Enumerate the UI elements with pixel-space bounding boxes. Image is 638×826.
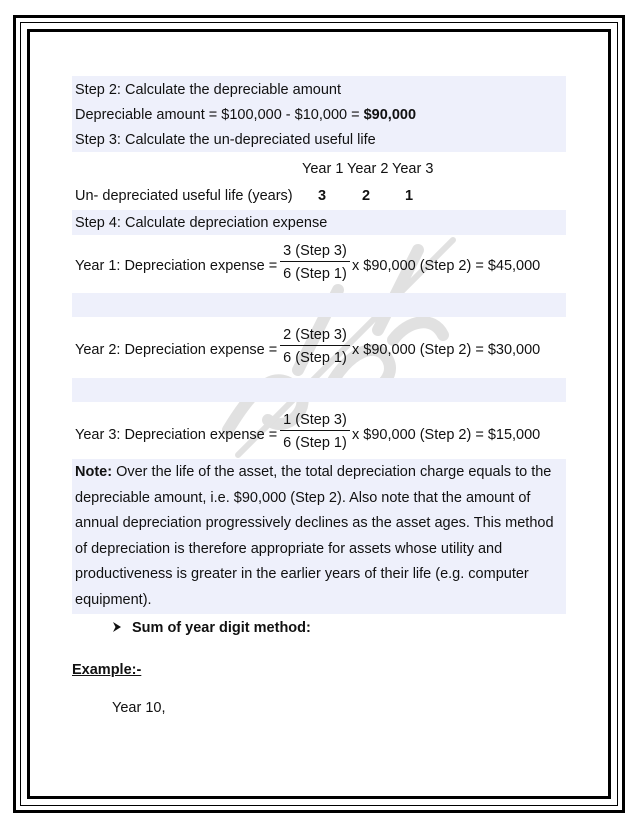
year3-expense-result: x $90,000 (Step 2) = $15,000 <box>352 427 541 443</box>
note-paragraph <box>72 459 566 614</box>
useful-life-value-3: 1 <box>405 188 414 204</box>
year1-numerator: 3 (Step 3) <box>280 242 350 262</box>
useful-life-label: Un- depreciated useful life (years) <box>75 188 293 204</box>
year2-expense-label: Year 2: Depreciation expense = <box>75 342 278 358</box>
bullet-sum-of-year-digit <box>112 620 311 636</box>
bullet-text: Sum of year digit method: <box>132 620 311 636</box>
year3-expense-row <box>72 406 566 458</box>
year1-fraction <box>280 242 350 284</box>
year-header-3: Year 3 <box>392 161 434 177</box>
arrow-bullet-icon <box>112 621 122 633</box>
step2-formula-row <box>72 102 566 128</box>
year2-expense-row <box>72 322 566 374</box>
formula-result: $90,000 <box>363 107 417 123</box>
useful-life-value-1: 3 <box>318 188 327 204</box>
year-header-2: Year 2 <box>347 161 389 177</box>
useful-life-value-2: 2 <box>362 188 371 204</box>
formula-label: Depreciable amount = $100,000 - $10,000 = <box>75 107 364 123</box>
step3-heading-row <box>72 128 566 152</box>
year1-expense-label: Year 1: Depreciation expense = <box>75 258 278 274</box>
year-line: Year 10, <box>112 700 166 716</box>
year1-denominator: 6 (Step 1) <box>283 266 347 282</box>
depreciable-amount-formula <box>75 105 416 125</box>
step4-heading: Step 4: Calculate depreciation expense <box>75 215 328 231</box>
step4-heading-row <box>72 210 566 235</box>
year-header-row <box>72 158 566 180</box>
year3-fraction <box>280 411 350 453</box>
year-header-1: Year 1 <box>302 161 344 177</box>
year3-expense-label: Year 3: Depreciation expense = <box>75 427 278 443</box>
year2-fraction <box>280 326 350 368</box>
year1-expense-row <box>72 238 566 290</box>
note-text: Over the life of the asset, the total depreciation charge equals to the depreciable amount, i.e. $90,000 (Step 2). Also note that the amount of annual depreciation progressively declines as the asset ages. This method of depreciation is therefore appropriate for assets whose utility and productiveness is greater in the earlier years of their life (e.g. computer equipment). <box>75 464 554 608</box>
year3-numerator: 1 (Step 3) <box>280 411 350 431</box>
example-heading: Example:- <box>72 662 142 678</box>
document-content <box>72 0 566 826</box>
step2-heading-row <box>72 76 566 102</box>
note-label: Note: <box>75 464 113 480</box>
step3-heading: Step 3: Calculate the un-depreciated useful life <box>75 132 376 148</box>
year2-numerator: 2 (Step 3) <box>280 326 350 346</box>
year3-denominator: 6 (Step 1) <box>283 435 347 451</box>
useful-life-row <box>72 184 566 208</box>
spacer-row-2 <box>72 378 566 402</box>
year2-denominator: 6 (Step 1) <box>283 350 347 366</box>
year1-expense-result: x $90,000 (Step 2) = $45,000 <box>352 258 541 274</box>
spacer-row-1 <box>72 293 566 317</box>
step2-heading: Step 2: Calculate the depreciable amount <box>75 82 342 98</box>
year2-expense-result: x $90,000 (Step 2) = $30,000 <box>352 342 541 358</box>
